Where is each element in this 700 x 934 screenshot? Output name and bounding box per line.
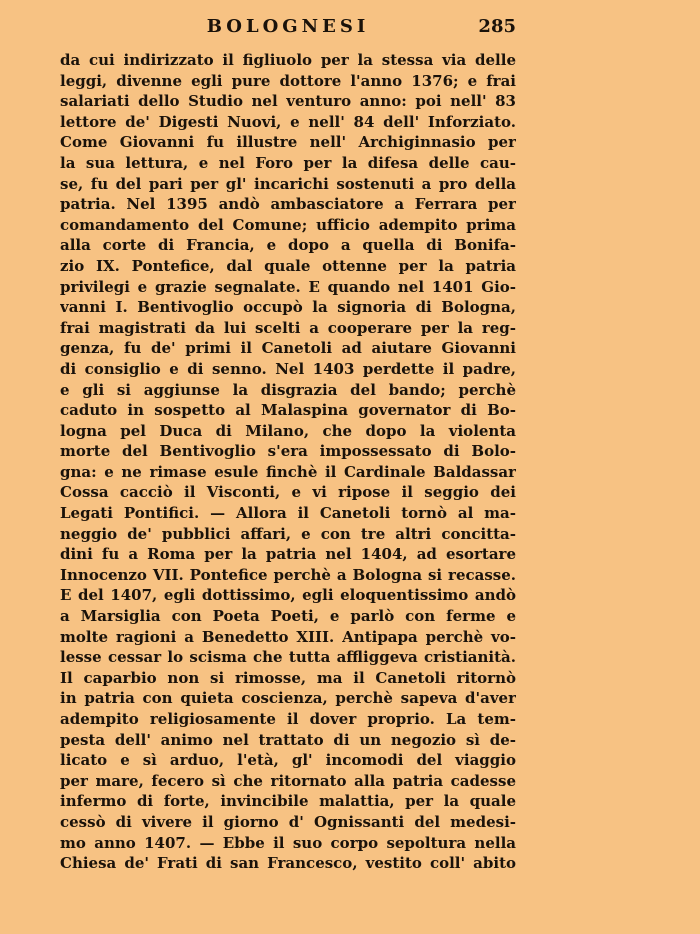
text-line: morte del Bentivoglio s'era impossessato di Bolo- (60, 442, 516, 461)
text-line: leggi, divenne egli pure dottore l'anno 1376; e frai (60, 71, 516, 90)
text-line: la sua lettura, e nel Foro per la difesa delle cau- (60, 153, 516, 172)
text-line: infermo di forte, invincibile malattia, per la quale (60, 792, 516, 811)
text-line: mo anno 1407. — Ebbe il suo corpo sepoltura nella (60, 833, 516, 852)
text-line: di consiglio e di senno. Nel 1403 perdette il padre, (60, 359, 516, 378)
text-line: Come Giovanni fu illustre nell' Archiginnasio per (60, 133, 516, 152)
text-line: in patria con quieta coscienza, perchè sapeva d'aver (60, 689, 516, 708)
text-line: cessò di vivere il giorno d' Ognissanti del medesi- (60, 812, 516, 831)
text-line: se, fu del pari per gl' incarichi sostenuti a pro della (60, 174, 516, 193)
text-line: gna: e ne rimase esule finchè il Cardinale Baldassar (60, 462, 516, 481)
text-line: e gli si aggiunse la disgrazia del bando; perchè (60, 380, 516, 399)
text-line: comandamento del Comune; ufficio adempito prima (60, 215, 516, 234)
text-line: licato e sì arduo, l'età, gl' incomodi del viaggio (60, 751, 516, 770)
text-line: logna pel Duca di Milano, che dopo la violenta (60, 421, 516, 440)
text-line: molte ragioni a Benedetto XIII. Antipapa perchè vo- (60, 627, 516, 646)
text-line: patria. Nel 1395 andò ambasciatore a Ferrara per (60, 195, 516, 214)
text-line: pesta dell' animo nel trattato di un negozio sì de- (60, 730, 516, 749)
text-line: Il caparbio non si rimosse, ma il Canetoli ritornò (60, 668, 516, 687)
page-header (60, 14, 516, 42)
text-line: salariati dello Studio nel venturo anno: poi nell' 83 (60, 92, 516, 111)
text-line: privilegi e grazie segnalate. E quando nel 1401 Gio- (60, 277, 516, 296)
text-line: frai magistrati da lui scelti a cooperare per la reg- (60, 318, 516, 337)
text-line: Cossa cacciò il Visconti, e vi ripose il seggio dei (60, 483, 516, 502)
text-line: zio IX. Pontefice, dal quale ottenne per la patria (60, 256, 516, 275)
text-line: Innocenzo VII. Pontefice perchè a Bologna si recasse. (60, 565, 516, 584)
text-line: lettore de' Digesti Nuovi, e nell' 84 dell' Inforziato. (60, 112, 516, 131)
text-line: a Marsiglia con Poeta Poeti, e parlò con ferme e (60, 607, 516, 626)
text-line: per mare, fecero sì che ritornato alla patria cadesse (60, 771, 516, 790)
page-number: 285 (478, 16, 516, 37)
text-line: vanni I. Bentivoglio occupò la signoria di Bologna, (60, 298, 516, 317)
text-line: Chiesa de' Frati di san Francesco, vestito coll' abito (60, 854, 516, 873)
text-line: genza, fu de' primi il Canetoli ad aiutare Giovanni (60, 339, 516, 358)
text-line: adempito religiosamente il dover proprio. La tem- (60, 710, 516, 728)
body-text (60, 50, 516, 874)
text-line: lesse cessar lo scisma che tutta affliggeva cristianità. (60, 648, 516, 667)
text-line: dini fu a Roma per la patria nel 1404, ad esortare (60, 545, 516, 564)
running-title: BOLOGNESI (206, 16, 370, 37)
text-line: alla corte di Francia, e dopo a quella di Bonifa- (60, 236, 516, 255)
text-line: E del 1407, egli dottissimo, egli eloquentissimo andò (60, 586, 516, 605)
text-line: da cui indirizzato il figliuolo per la stessa via delle (60, 51, 516, 69)
text-line: neggio de' pubblici affari, e con tre altri concitta- (60, 524, 516, 543)
text-line: caduto in sospetto al Malaspina governator di Bo- (60, 401, 516, 420)
text-line: Legati Pontifici. — Allora il Canetoli tornò al ma- (60, 504, 516, 523)
